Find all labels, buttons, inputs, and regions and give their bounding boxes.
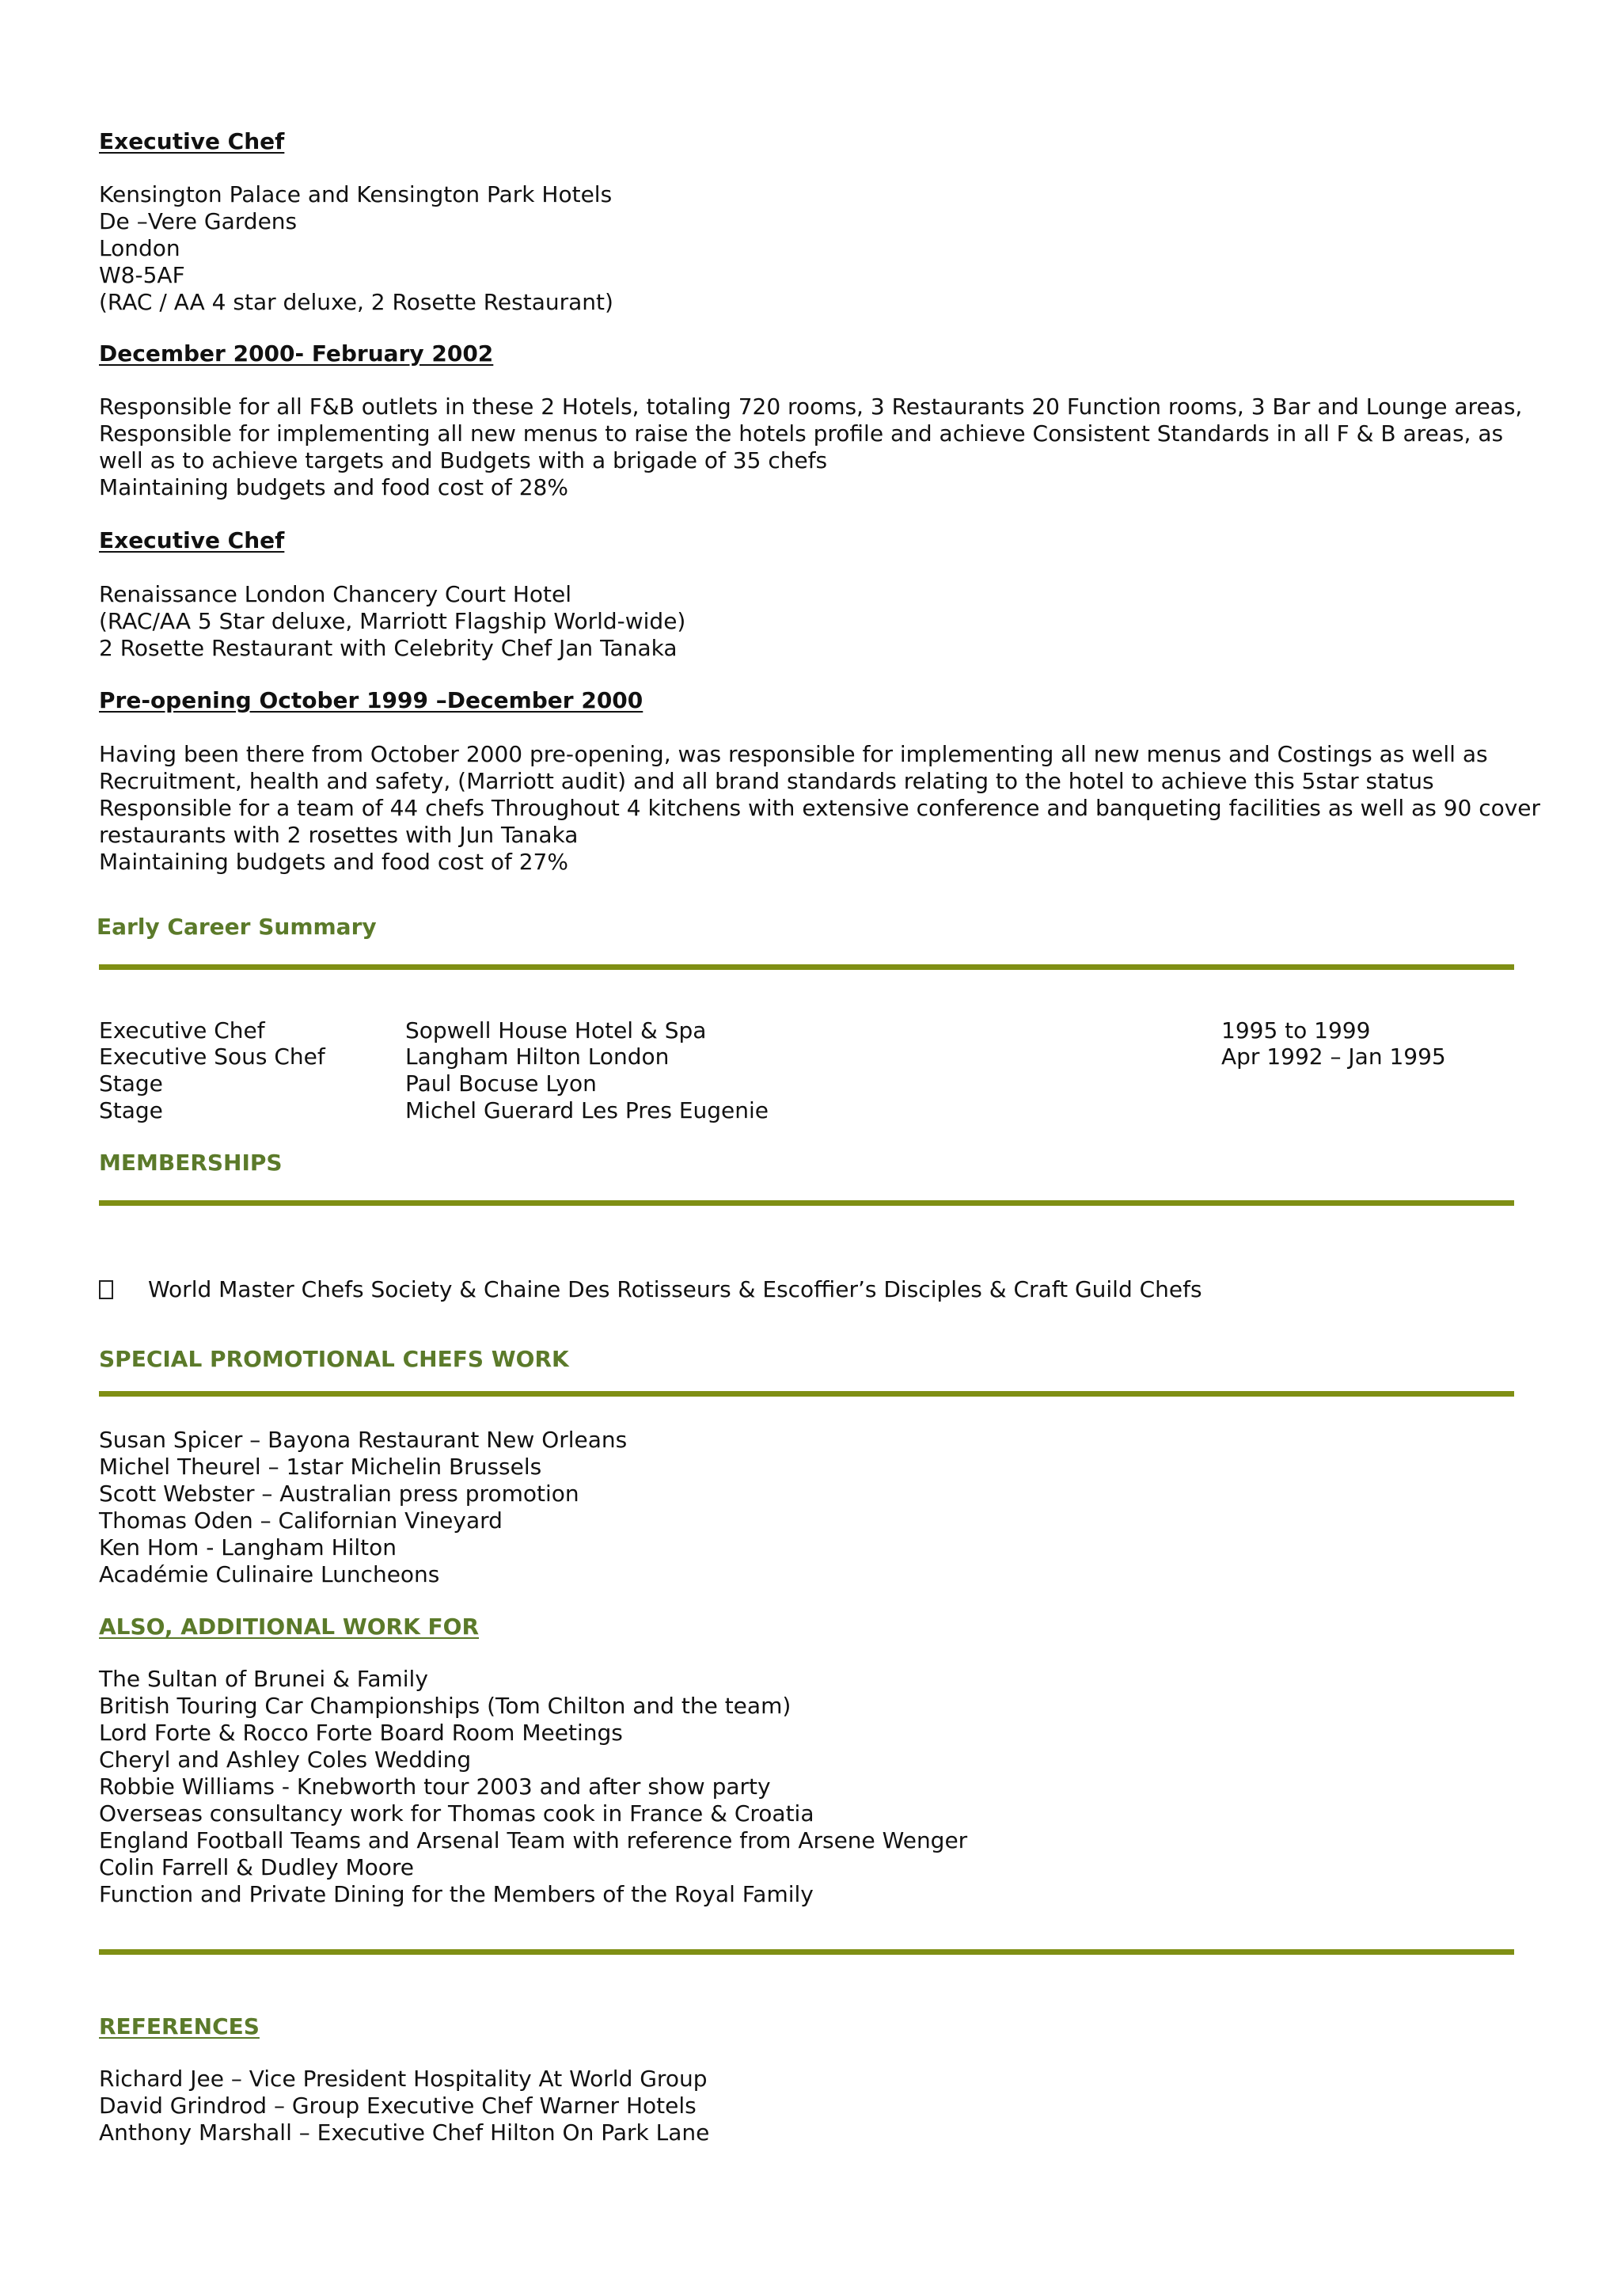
list-item: Cheryl and Ashley Coles Wedding bbox=[99, 1747, 472, 1773]
section-divider bbox=[99, 1391, 1514, 1397]
duty-line: Having been there from October 2000 pre-opening, was responsible for implementing all new menus and Costings as well as bbox=[99, 741, 1488, 767]
section-divider bbox=[99, 1200, 1514, 1206]
bullet-icon bbox=[99, 1280, 113, 1299]
address-line: Kensington Palace and Kensington Park Hotels bbox=[99, 181, 613, 207]
address-line: London bbox=[99, 235, 180, 261]
section-divider bbox=[99, 964, 1514, 970]
exec-chef-2-period: Pre-opening October 1999 –December 2000 bbox=[99, 687, 643, 713]
exec-chef-2-duties bbox=[99, 741, 1540, 876]
list-item: The Sultan of Brunei & Family bbox=[99, 1666, 428, 1692]
table-row bbox=[0, 1043, 1621, 1070]
table-row bbox=[0, 1070, 1621, 1097]
promotional-list bbox=[99, 1427, 627, 1588]
early-career-heading: Early Career Summary bbox=[97, 914, 377, 940]
list-item: Michel Theurel – 1star Michelin Brussels bbox=[99, 1454, 542, 1480]
duty-line: well as to achieve targets and Budgets with a brigade of 35 chefs bbox=[99, 447, 828, 473]
list-item: Richard Jee – Vice President Hospitality At World Group bbox=[99, 2066, 708, 2092]
table-row bbox=[0, 1017, 1621, 1044]
duty-line: Responsible for implementing all new menus to raise the hotels profile and achieve Consistent Standards in all F & B areas, as bbox=[99, 420, 1504, 447]
list-item: Function and Private Dining for the Members of the Royal Family bbox=[99, 1881, 814, 1907]
career-role: Stage bbox=[99, 1097, 163, 1123]
duty-line: Responsible for a team of 44 chefs Throughout 4 kitchens with extensive conference and banqueting facilities as well as 90 cover bbox=[99, 795, 1541, 821]
duty-line: Maintaining budgets and food cost of 27% bbox=[99, 849, 568, 875]
duty-line: Recruitment, health and safety, (Marriott audit) and all brand standards relating to the hotel to achieve this 5star status bbox=[99, 768, 1434, 794]
address-line: Renaissance London Chancery Court Hotel bbox=[99, 581, 572, 607]
address-line: De –Vere Gardens bbox=[99, 208, 298, 234]
list-item: British Touring Car Championships (Tom Chilton and the team) bbox=[99, 1693, 792, 1719]
career-place: Paul Bocuse Lyon bbox=[405, 1070, 597, 1097]
duty-line: restaurants with 2 rosettes with Jun Tanaka bbox=[99, 822, 579, 848]
career-dates: Apr 1992 – Jan 1995 bbox=[1221, 1043, 1446, 1070]
career-place: Michel Guerard Les Pres Eugenie bbox=[405, 1097, 769, 1123]
address-line: W8-5AF bbox=[99, 262, 185, 288]
address-line: 2 Rosette Restaurant with Celebrity Chef Jan Tanaka bbox=[99, 635, 678, 661]
references-heading: REFERENCES bbox=[99, 2013, 260, 2039]
list-item: Overseas consultancy work for Thomas cook in France & Croatia bbox=[99, 1800, 814, 1827]
list-item: Ken Hom - Langham Hilton bbox=[99, 1534, 397, 1560]
exec-chef-2-address bbox=[99, 581, 685, 662]
career-place: Langham Hilton London bbox=[405, 1043, 670, 1070]
section-divider bbox=[99, 1949, 1514, 1955]
exec-chef-1-title: Executive Chef bbox=[99, 128, 285, 154]
membership-item: World Master Chefs Society & Chaine Des Rotisseurs & Escoffier’s Disciples & Craft Guild Chefs bbox=[148, 1276, 1202, 1302]
career-role: Executive Chef bbox=[99, 1017, 265, 1043]
career-role: Executive Sous Chef bbox=[99, 1043, 325, 1070]
additional-heading: ALSO, ADDITIONAL WORK FOR bbox=[99, 1614, 480, 1640]
address-line: (RAC / AA 4 star deluxe, 2 Rosette Restaurant) bbox=[99, 289, 613, 315]
exec-chef-1-duties bbox=[99, 393, 1522, 501]
address-line: (RAC/AA 5 Star deluxe, Marriott Flagship World-wide) bbox=[99, 608, 686, 634]
additional-list bbox=[99, 1666, 967, 1908]
duty-line: Maintaining budgets and food cost of 28% bbox=[99, 474, 568, 500]
list-item: Lord Forte & Rocco Forte Board Room Meetings bbox=[99, 1720, 623, 1746]
promotional-heading: SPECIAL PROMOTIONAL CHEFS WORK bbox=[99, 1346, 569, 1372]
list-item: David Grindrod – Group Executive Chef Warner Hotels bbox=[99, 2093, 697, 2119]
table-row bbox=[0, 1097, 1621, 1124]
list-item: Robbie Williams - Knebworth tour 2003 and after show party bbox=[99, 1773, 771, 1800]
memberships-heading: MEMBERSHIPS bbox=[99, 1150, 283, 1176]
career-place: Sopwell House Hotel & Spa bbox=[405, 1017, 707, 1043]
exec-chef-1-period: December 2000- February 2002 bbox=[99, 340, 494, 367]
list-item: Académie Culinaire Luncheons bbox=[99, 1561, 440, 1587]
list-item: Colin Farrell & Dudley Moore bbox=[99, 1854, 415, 1880]
list-item: Thomas Oden – Californian Vineyard bbox=[99, 1507, 503, 1534]
career-role: Stage bbox=[99, 1070, 163, 1097]
list-item: Anthony Marshall – Executive Chef Hilton On Park Lane bbox=[99, 2119, 710, 2146]
references-list bbox=[99, 2066, 709, 2146]
list-item: England Football Teams and Arsenal Team with reference from Arsene Wenger bbox=[99, 1827, 968, 1853]
list-item: Susan Spicer – Bayona Restaurant New Orleans bbox=[99, 1427, 628, 1453]
list-item: Scott Webster – Australian press promotion bbox=[99, 1481, 579, 1507]
career-dates: 1995 to 1999 bbox=[1221, 1017, 1371, 1043]
exec-chef-1-address bbox=[99, 181, 613, 316]
exec-chef-2-title: Executive Chef bbox=[99, 527, 285, 553]
duty-line: Responsible for all F&B outlets in these 2 Hotels, totaling 720 rooms, 3 Restaurants 20 Function rooms, 3 Bar and Lounge areas, bbox=[99, 393, 1523, 420]
